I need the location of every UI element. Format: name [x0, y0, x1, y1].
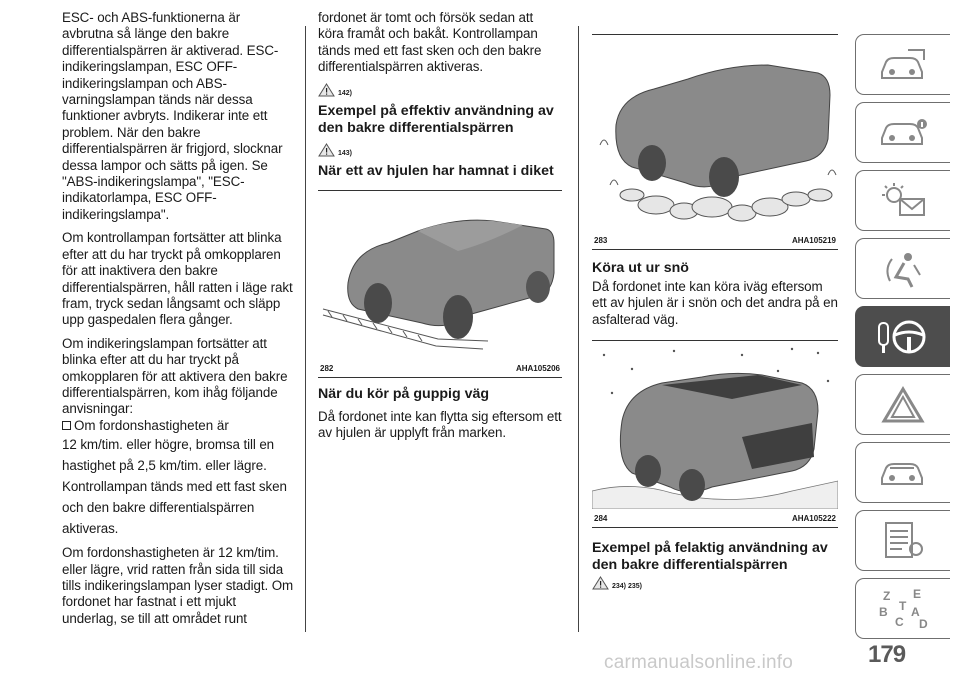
figure-number: 282 — [320, 363, 334, 373]
tab-car-info[interactable] — [855, 102, 950, 163]
tab-seat-airbag[interactable] — [855, 238, 950, 299]
column-divider — [578, 26, 579, 632]
text-column-1 — [62, 10, 294, 634]
text-column-2 — [318, 10, 562, 448]
seat-airbag-icon — [878, 249, 928, 289]
warning-triangle-icon — [592, 576, 609, 590]
svg-text:C: C — [895, 614, 904, 629]
svg-text:A: A — [911, 604, 920, 619]
car-dashboard-icon — [878, 48, 928, 82]
chapter-tabs — [855, 34, 950, 646]
text-column-3 — [592, 10, 838, 594]
key-steering-wheel-icon — [875, 315, 931, 359]
section-heading: Exempel på felaktig användning av den bakre differentialspärren — [592, 540, 828, 574]
section-heading: Exempel på effektiv användning av den bakre differentialspärren — [318, 102, 554, 136]
column-divider — [305, 26, 306, 632]
car-info-icon — [878, 116, 928, 150]
tab-emergency[interactable] — [855, 374, 950, 435]
figure-number: 284 — [594, 514, 608, 524]
tab-specifications[interactable] — [855, 510, 950, 571]
paragraph: Om indikeringslampan fortsätter att blinka efter att du har tryckt på omkopplaren för att aktivera den bakre differentialspärren, kom ihåg följande anvisningar: — [62, 335, 288, 417]
paragraph: Om fordonshastigheten är 12 km/tim. eller lägre, vrid ratten från sida till sida tills indikeringslampan lyser stadigt. Om fordonet har fastnat i ett mjukt underlag, se till att området runt — [62, 545, 294, 626]
svg-text:Z: Z — [883, 588, 891, 603]
tab-index[interactable] — [855, 578, 950, 639]
warning-ref: 142) — [318, 83, 562, 97]
paragraph: fordonet är tomt och försök sedan att köra framåt och bakåt. Kontrollampan tänds med ett fast sken och den bakre differentialspärren aktiveras. — [318, 10, 542, 75]
svg-text:B: B — [879, 604, 888, 619]
warning-lights-icon — [878, 181, 928, 221]
warning-triangle-icon — [318, 83, 335, 97]
warning-triangle-icon — [318, 143, 335, 157]
tab-car-service[interactable] — [855, 442, 950, 503]
section-heading: Köra ut ur snö — [592, 260, 689, 276]
svg-text:E: E — [913, 586, 922, 601]
tab-car-dashboard[interactable] — [855, 34, 950, 95]
car-in-snow-illustration — [592, 341, 838, 509]
bullet-continuation: 12 km/tim. eller högre, bromsa till en hastighet på 2,5 km/tim. eller lägre. Kontrollampan tänds med ett fast sken och den bakre differentialspärren aktiveras. — [62, 437, 287, 537]
checkbox-bullet-icon — [62, 421, 71, 430]
figure-code: AHA105206 — [515, 363, 560, 373]
car-on-bumpy-road-illustration — [592, 35, 838, 231]
warning-triangle-icon — [878, 385, 928, 425]
section-heading: När du kör på guppig väg — [318, 385, 490, 402]
paragraph: Då fordonet inte kan köra iväg eftersom ett av hjulen är i snön och det andra på en asfalterad väg. — [592, 279, 838, 327]
figure-number: 283 — [594, 236, 608, 245]
car-in-ditch-illustration — [318, 191, 562, 359]
watermark: carmanualsonline.info — [604, 652, 794, 673]
tab-warning-lights[interactable] — [855, 170, 950, 231]
figure-282 — [318, 190, 562, 378]
car-service-icon — [878, 456, 928, 490]
section-heading: När ett av hjulen har hamnat i diket — [318, 162, 554, 179]
paragraph: Om kontrollampan fortsätter att blinka efter att du har tryckt på omkopplaren för att inaktivera den bakre differentialspärren, håll ratten i läge rakt fram, tryck sedan långsamt och släpp upp gaspedalen flera gånger. — [62, 230, 293, 328]
figure-code: AHA105222 — [791, 514, 836, 524]
alphabet-index-icon — [875, 586, 931, 632]
figure-283 — [592, 34, 838, 250]
warning-ref: 234) 235) — [592, 576, 838, 590]
paragraph: Då fordonet inte kan flytta sig eftersom ett av hjulen är upplyft från marken. — [318, 408, 562, 441]
svg-text:D: D — [919, 616, 928, 631]
figure-284 — [592, 340, 838, 528]
bullet-item — [62, 418, 294, 434]
bullet-text: Om fordonshastigheten är — [74, 417, 229, 433]
warning-ref: 143) — [318, 143, 562, 157]
page-number: 179 — [868, 641, 906, 668]
figure-code: AHA105219 — [791, 236, 836, 245]
svg-text:T: T — [899, 598, 907, 613]
specifications-list-icon — [878, 519, 928, 563]
paragraph: ESC- och ABS-funktionerna är avbrutna så länge den bakre differentialspärren är aktiverad. ESC-indikeringslampan, ESC OFF-indikeringslampan och ABS-varningslampan tänds när dessa funktioner avbryts. Indikerar inte ett problem. När den bakre differentialspärren är frigjord, slocknar dessa lampor och sätts på igen. Se "ABS-indikeringslampa", "ESC-indikatorlampa, ESC OFF-indikeringslampa". — [62, 10, 283, 222]
tab-starting-driving[interactable] — [855, 306, 950, 367]
